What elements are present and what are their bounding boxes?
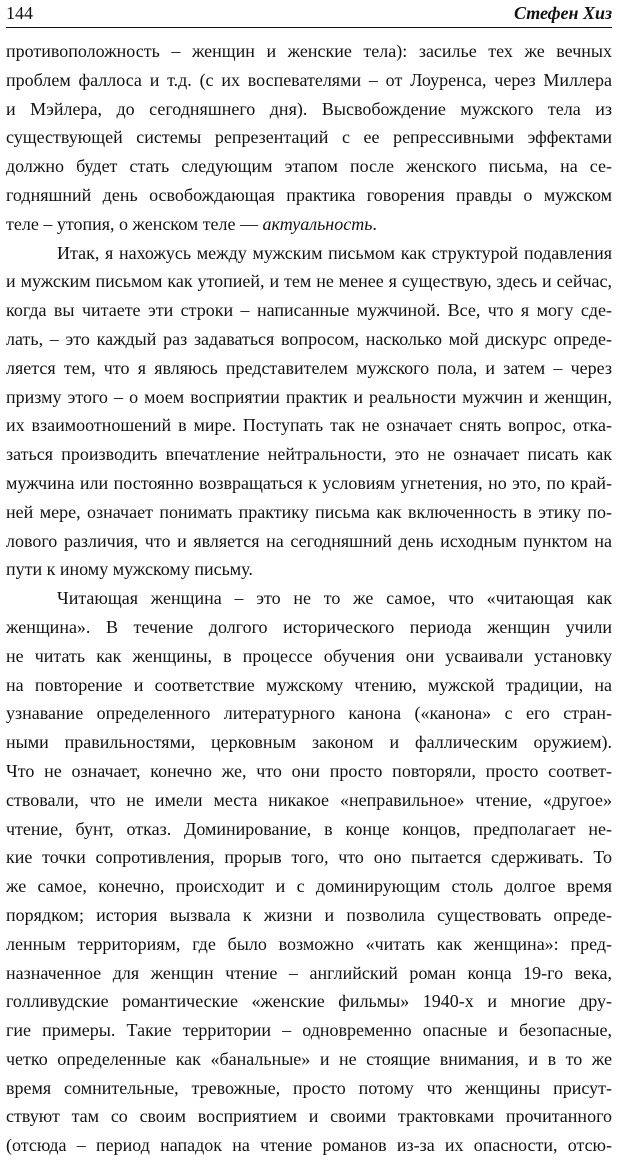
text-line: женщина». В течение долгого исторического периода женщин учили [6, 616, 612, 637]
text-line: лать, – это каждый раз задаваться вопросом, насколько мой дискурс опреде- [6, 328, 612, 349]
text-line: пути к иному мужскому письму. [6, 559, 253, 580]
emphasis-text: актуальность [262, 213, 373, 234]
text-line: мужчина или постоянно возвращаться к условиям угнетения, но это, по край- [6, 472, 612, 493]
text-line: существующей системы репрезентаций с ее репрессивными эффектами [6, 127, 612, 148]
text-line: проблем фаллоса и т.д. (с их воспевателями – от Лоуренса, через Миллера [6, 69, 612, 90]
text-line: ными правильностями, церковным законом и фаллическим оружием). [6, 732, 612, 753]
text-line: призму этого – о моем восприятии практик и реальности мужчин и женщин, [6, 386, 612, 407]
text-line: (отсюда – период нападок на чтение романов из-за их опасности, отсю- [6, 1135, 612, 1156]
text-line: должно будет стать следующим этапом после женского письма, на се- [6, 156, 612, 177]
text-line: время сомнительные, тревожные, просто потому что женщины присут- [6, 1077, 612, 1098]
text-line: кие точки сопротивления, прорыв того, что оно пытается сдерживать. То [6, 847, 612, 868]
text-line: противоположность – женщин и женские тела): засилье тех же вечных [6, 41, 612, 61]
text-line: Что не означает, конечно же, что они просто повторяли, просто соответ- [6, 760, 612, 781]
page-body [6, 37, 612, 1160]
text-line: назначенное для женщин чтение – английский роман конца 19-го века, [6, 962, 612, 983]
text-line: и мужским письмом как утопией, и тем не менее я существую, здесь и сейчас, [6, 271, 612, 292]
text-run: . [372, 213, 377, 234]
text-line: годняшний день освобождающая практика говорения правды о мужском [6, 184, 612, 205]
text-line: ствуют там со своим восприятием и своими трактовками прочитанного [6, 1106, 612, 1127]
header-rule [6, 27, 612, 28]
page-number: 144 [6, 3, 33, 23]
text-run: теле – утопия, о женском теле — [6, 213, 263, 234]
text-line: ней мере, означает понимать практику письма как включенность в этику по- [6, 501, 612, 522]
text-line [6, 210, 612, 239]
text-line: и Мэйлера, до сегодняшнего дня). Высвобождение мужского тела из [6, 98, 612, 119]
text-line: голливудские романтические «женские фильмы» 1940-х и многие дру- [6, 991, 612, 1012]
paragraph-first-line: Читающая женщина – это не то же самое, что «читающая как [57, 588, 612, 609]
text-line: когда вы читаете эти строки – написанные мужчиной. Все, что я могу сде- [6, 300, 612, 321]
text-line: заться производить впечатление нейтральности, это не означает писать как [6, 444, 612, 465]
text-line: ствовали, что не имели места никакое «неправильное» чтение, «другое» [6, 789, 612, 810]
text-line: их взаимоотношений в мире. Поступать так не означает снять вопрос, отка- [6, 415, 612, 436]
text-line: лового различия, что и является на сегодняшний день исходным пунктом на [6, 530, 612, 551]
text-line: гие примеры. Такие территории – одновременно опасные и безопасные, [6, 1020, 612, 1041]
text-line: четко определенные как «банальные» и не стоящие внимания, и в то же [6, 1048, 612, 1069]
text-line: порядком; история вызвала к жизни и позволила существовать опреде- [6, 904, 612, 925]
text-line: не читать как женщины, в процессе обучения они усваивали установку [6, 645, 612, 666]
text-line: чтение, бунт, отказ. Доминирование, в конце концов, предполагает не- [6, 818, 612, 839]
text-line: ляется тем, что я являюсь представителем мужского пола, и затем – через [6, 357, 612, 378]
paragraph-first-line: Итак, я нахожусь между мужским письмом как структурой подавления [57, 242, 612, 263]
text-line: узнавание определенного литературного канона («канона» с его стран- [6, 703, 612, 724]
text-line: же самое, конечно, происходит и с доминирующим столь долгое время [6, 876, 612, 897]
running-head-author: Стефен Хиз [514, 3, 612, 23]
page-header [6, 0, 612, 28]
text-line: на повторение и соответствие мужскому чтению, мужской традиции, на [6, 674, 612, 695]
text-line: ленным территориям, где было возможно «читать как женщина»: пред- [6, 933, 612, 954]
